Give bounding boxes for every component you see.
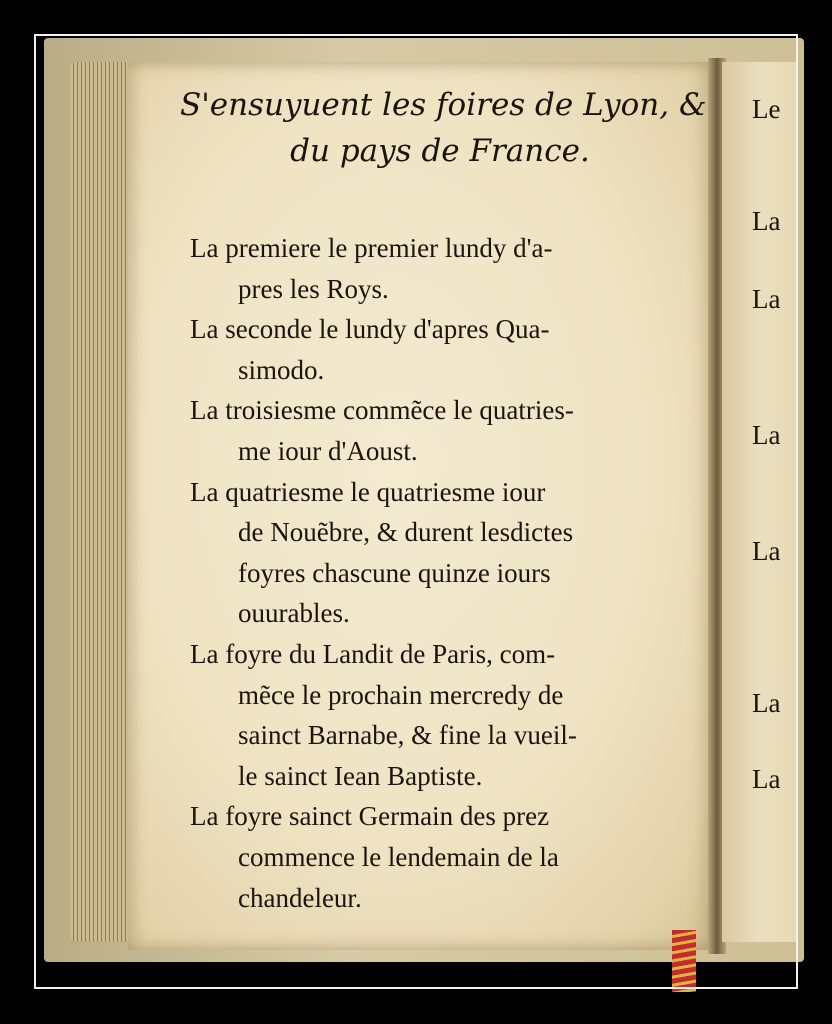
right-fragment: La bbox=[752, 764, 781, 794]
entry-line: La foyre sainct Germain des prez bbox=[190, 801, 550, 832]
fair-entry-6 bbox=[190, 796, 690, 918]
fair-entry-2 bbox=[190, 309, 690, 390]
entry-line: La troisiesme commẽce le quatries- bbox=[190, 395, 574, 426]
right-fragment: La bbox=[752, 284, 781, 314]
fair-entry-5 bbox=[190, 634, 690, 796]
right-fragment: La bbox=[752, 536, 781, 566]
entry-line: foyres chascune quinze iours bbox=[238, 557, 551, 588]
fair-entry-1 bbox=[190, 228, 690, 309]
right-fragment: La bbox=[752, 420, 781, 450]
entry-line: ouurables. bbox=[238, 598, 350, 629]
bookmark-ribbon bbox=[672, 930, 696, 992]
fair-list bbox=[190, 228, 690, 918]
page-heading bbox=[180, 82, 707, 174]
entry-line: La seconde le lundy d'apres Qua- bbox=[190, 314, 550, 345]
fair-entry-4 bbox=[190, 472, 690, 634]
right-fragment: La bbox=[752, 688, 781, 718]
entry-line: sainct Barnabe, & fine la vueil- bbox=[238, 720, 577, 751]
right-page-text bbox=[752, 0, 798, 1024]
entry-line: simodo. bbox=[238, 354, 325, 385]
entry-line: commence le lendemain de la bbox=[238, 841, 559, 872]
entry-line: La premiere le premier lundy d'a- bbox=[190, 233, 553, 263]
entry-line: La quatriesme le quatriesme iour bbox=[190, 476, 546, 507]
entry-line: La foyre du Landit de Paris, com- bbox=[190, 638, 556, 669]
right-fragment: Le bbox=[752, 94, 781, 124]
right-fragment: La bbox=[752, 206, 781, 236]
fair-entry-3 bbox=[190, 390, 690, 471]
heading-line-1: S'ensuyuent les foires de Lyon, & bbox=[180, 87, 707, 123]
entry-line: pres les Roys. bbox=[238, 273, 389, 304]
entry-line: me iour d'Aoust. bbox=[238, 435, 418, 466]
entry-line: mẽce le prochain mercredy de bbox=[238, 679, 564, 710]
entry-line: de Nouẽbre, & durent lesdictes bbox=[238, 517, 574, 548]
entry-line: le sainct Iean Baptiste. bbox=[238, 760, 483, 791]
heading-line-2: du pays de France. bbox=[290, 133, 590, 169]
entry-line: chandeleur. bbox=[238, 882, 362, 913]
